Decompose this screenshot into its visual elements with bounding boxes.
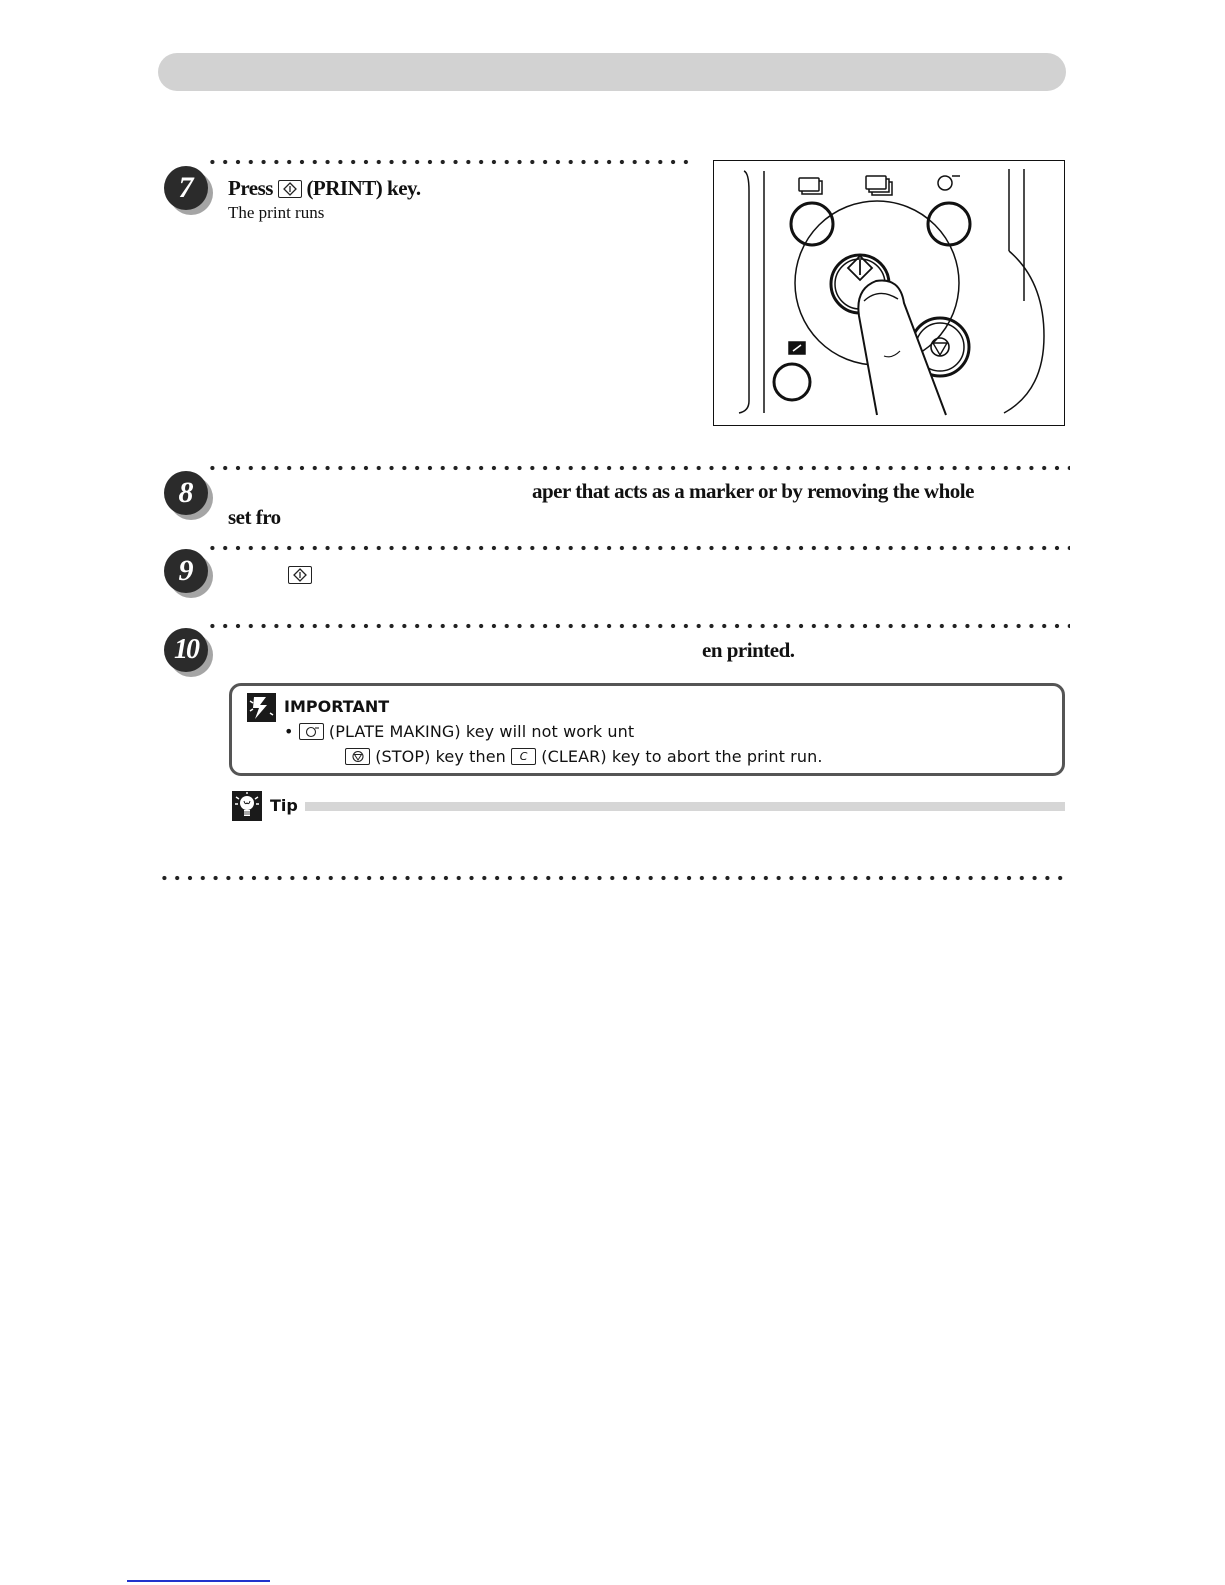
step-7-title-prefix: Press [228,176,273,200]
step-10-title: en printed. [702,638,795,662]
step-7-title-suffix: (PRINT) key. [306,176,421,200]
plate-making-key-icon [299,723,324,740]
important-line-2-suffix: (CLEAR) key to abort the print run. [541,747,823,766]
step-8-title-line2: set fro [228,505,281,529]
step-7-body: The print runs [228,203,325,222]
important-lightning-icon [247,693,276,722]
step-10-number: 10 [164,628,208,672]
step-8-number: 8 [164,471,208,515]
print-key-icon [278,180,302,198]
print-key-icon [288,566,312,584]
step-8-divider [206,465,1070,471]
stop-key-icon [345,748,370,765]
lightbulb-icon [232,791,262,821]
header-bar [158,53,1066,91]
step-7-number: 7 [164,166,208,210]
step-9-divider [206,545,1070,551]
clear-key-icon [511,748,536,765]
tip-bar [305,802,1065,811]
important-line-2-middle: (STOP) key then [375,747,506,766]
important-line-1-text: (PLATE MAKING) key will not work unt [328,722,635,741]
step-10-divider [206,623,1070,629]
control-panel-illustration [713,160,1065,426]
step-7-title [228,176,421,201]
important-line-2 [345,747,823,766]
section-end-divider [158,875,1070,881]
tip-label: Tip [270,796,298,815]
important-title: IMPORTANT [284,697,390,716]
footer-link[interactable] [127,1580,270,1582]
important-notice [229,683,1065,776]
control-panel-drawing [714,161,1063,424]
step-9-number: 9 [164,549,208,593]
important-bullet: • [284,722,294,741]
clear-key-letter: C [519,750,528,763]
step-7-divider [206,159,692,165]
important-line-1 [284,722,634,741]
step-8-title-line1: aper that acts as a marker or by removing the whole [532,479,974,503]
